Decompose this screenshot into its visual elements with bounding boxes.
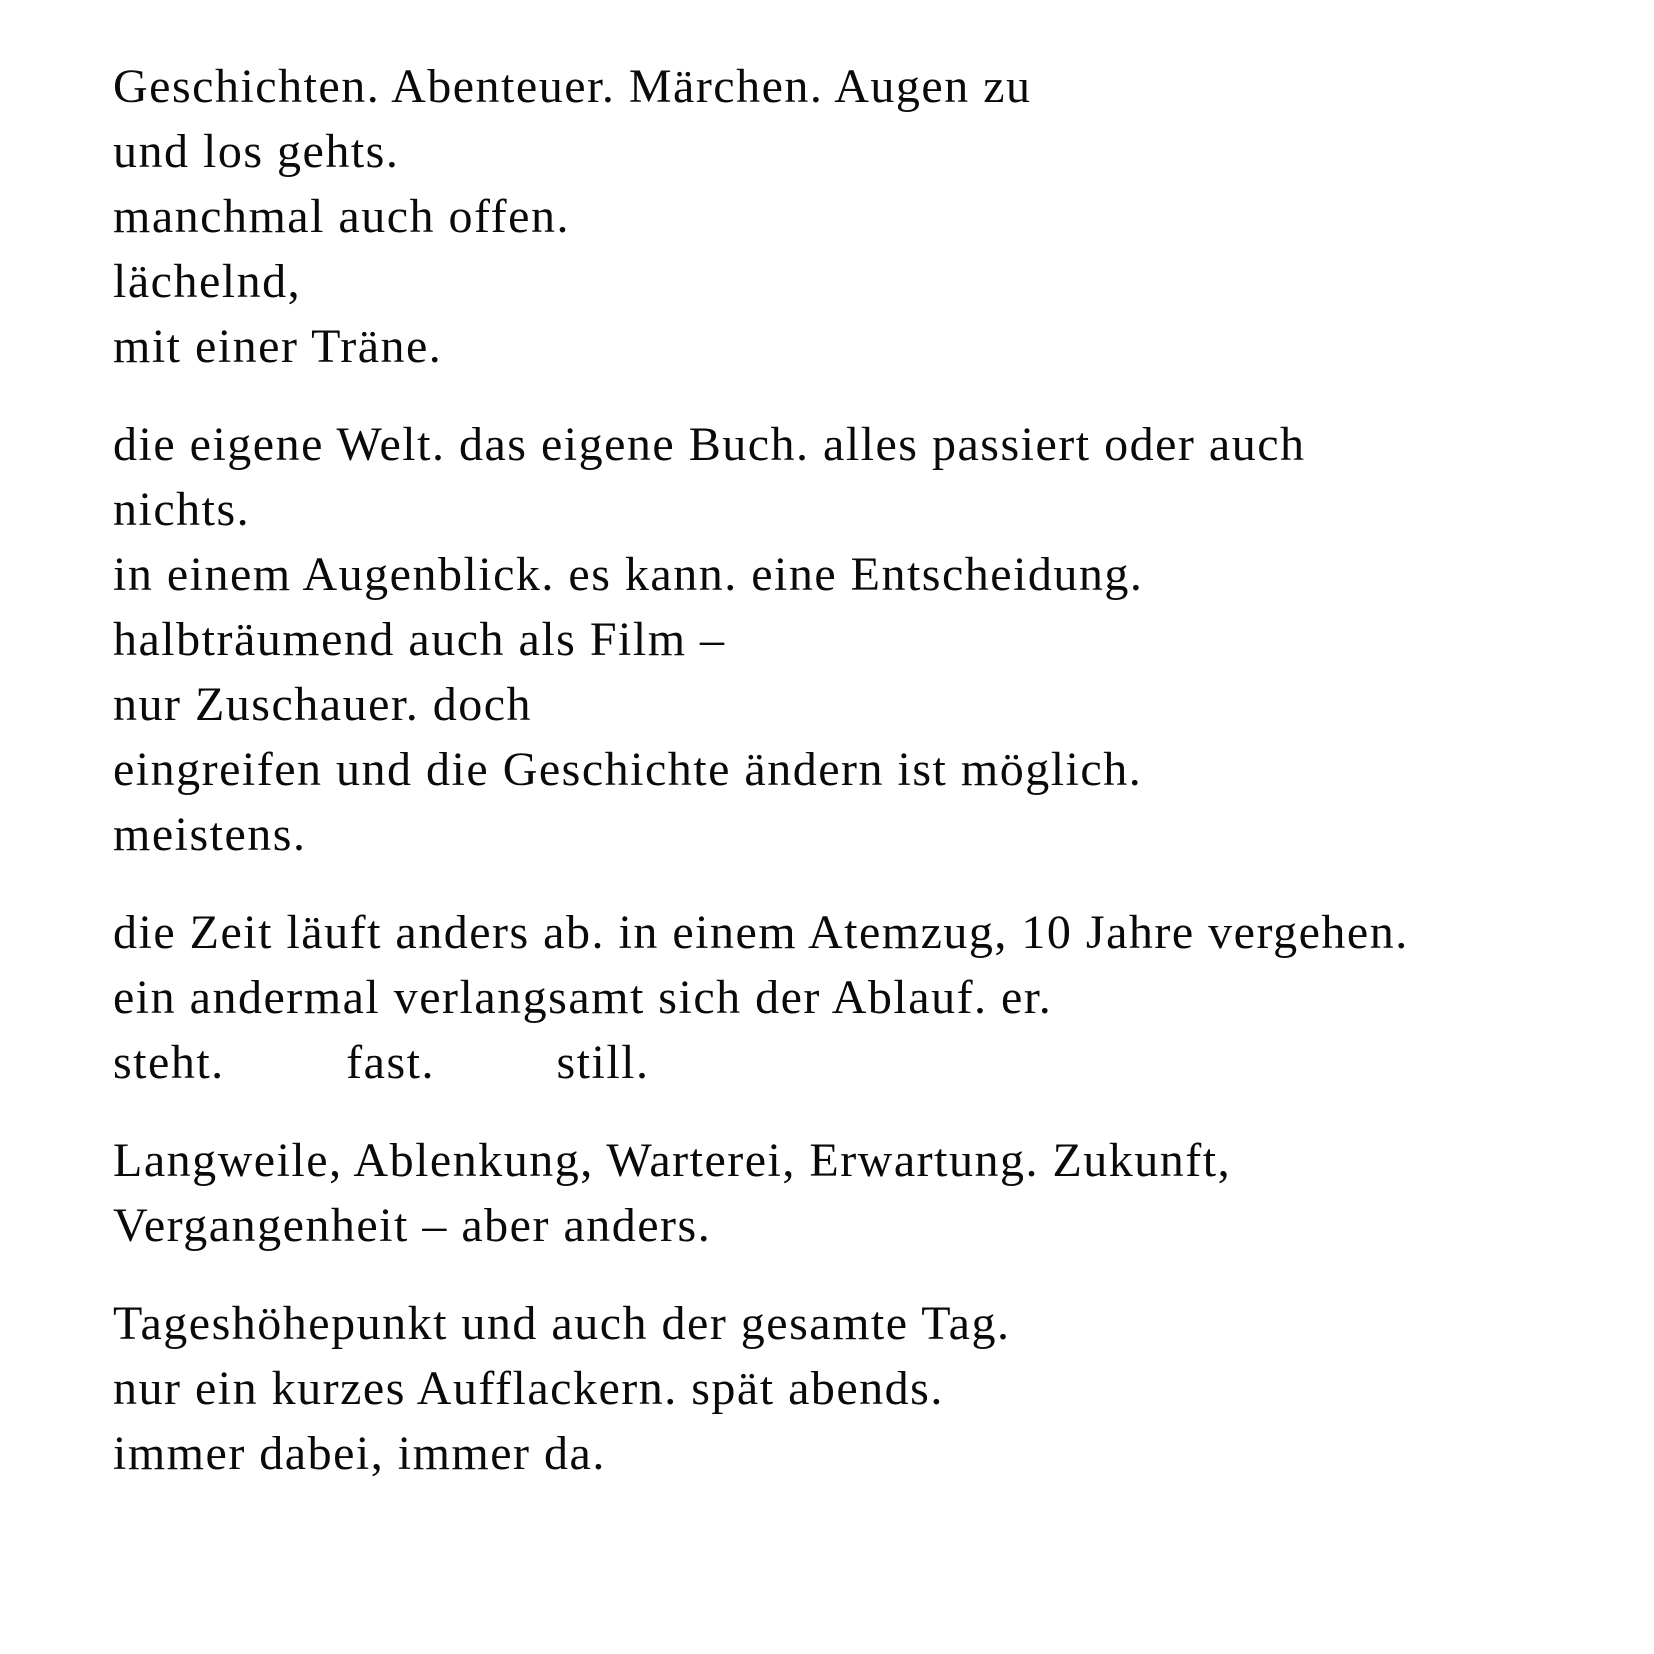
poem-line: ein andermal verlangsamt sich der Ablauf. er. [113, 971, 1053, 1024]
poem-line: Langweile, Ablenkung, Warterei, Erwartung. Zukunft, [113, 1134, 1232, 1187]
stanza-1 [113, 54, 1594, 379]
poem-line: nur ein kurzes Aufflackern. spät abends. [113, 1362, 944, 1415]
poem-line: in einem Augenblick. es kann. eine Entscheidung. [113, 548, 1144, 601]
poem-line: meistens. [113, 808, 307, 861]
poem-line: und los gehts. [113, 125, 400, 178]
poem-line: nichts. [113, 483, 251, 536]
poem-line: lächelnd, [113, 255, 302, 308]
stanza-4 [113, 1128, 1594, 1258]
poem-line: mit einer Träne. [113, 320, 443, 373]
poem-line: nur Zuschauer. doch [113, 678, 533, 731]
poem-line: halbträumend auch als Film – [113, 613, 726, 666]
poem-line: eingreifen und die Geschichte ändern ist möglich. [113, 743, 1143, 796]
poem-line: die eigene Welt. das eigene Buch. alles passiert oder auch [113, 418, 1306, 471]
stanza-5 [113, 1291, 1594, 1486]
poem-line: steht. fast. still. [113, 1036, 650, 1089]
stanza-3 [113, 900, 1594, 1095]
poem-line: manchmal auch offen. [113, 190, 570, 243]
poem-line: Vergangenheit – aber anders. [113, 1199, 712, 1252]
poem-line: Geschichten. Abenteuer. Märchen. Augen zu [113, 60, 1032, 113]
stanza-2 [113, 412, 1594, 867]
poem-line: die Zeit läuft anders ab. in einem Atemzug, 10 Jahre vergehen. [113, 906, 1409, 959]
poem-line: Tageshöhepunkt und auch der gesamte Tag. [113, 1297, 1011, 1350]
poem-line: immer dabei, immer da. [113, 1427, 606, 1480]
